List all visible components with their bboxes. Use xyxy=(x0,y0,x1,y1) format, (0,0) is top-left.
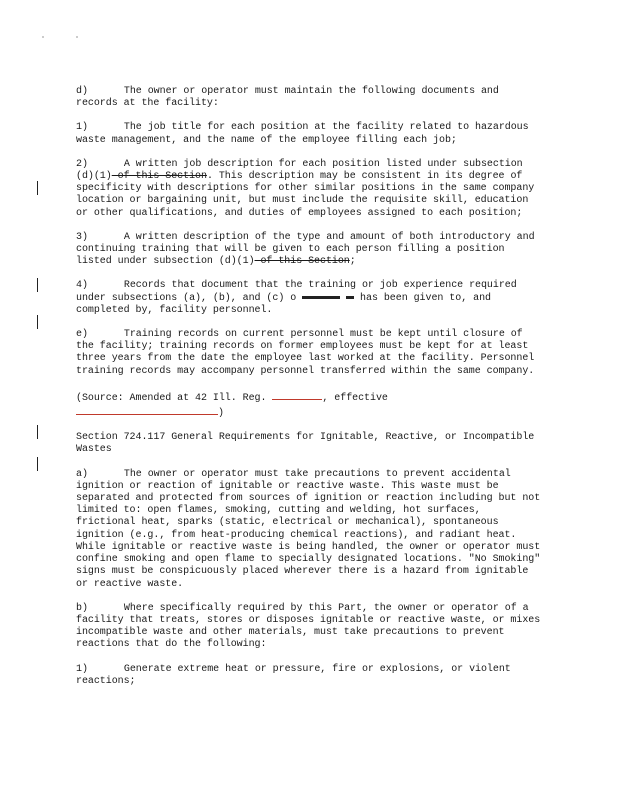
change-bar xyxy=(37,457,38,471)
paragraph-marker: 2) xyxy=(76,158,88,170)
source-text: (Source: Amended at 42 Ill. Reg. xyxy=(76,392,273,404)
change-bar xyxy=(37,425,38,439)
struck-text: of this Section xyxy=(111,171,207,183)
change-bar xyxy=(37,315,38,329)
paragraph-marker: 4) xyxy=(76,280,88,292)
source-text: ) xyxy=(218,408,224,420)
paragraph-marker: b) xyxy=(76,602,88,614)
paragraph-b xyxy=(76,603,542,652)
paragraph-d4 xyxy=(76,280,542,317)
redaction-mark xyxy=(302,296,340,299)
paragraph-text: ; xyxy=(349,256,356,268)
change-bar xyxy=(37,181,38,195)
blank-effective-date xyxy=(76,405,218,415)
source-note xyxy=(76,390,542,420)
paragraph-d1 xyxy=(76,122,542,146)
paragraph-e xyxy=(76,329,542,378)
paragraph-text: The owner or operator must maintain the following documents and records at the facility: xyxy=(76,86,499,110)
paragraph-text: has been given to, and completed by, facility personnel. xyxy=(76,292,491,316)
struck-text: of this Section xyxy=(254,256,350,268)
scan-speck xyxy=(76,36,78,38)
paragraph-text: Training records on current personnel must be kept until closure of the facility; training records on former employees must be kept for at least three years from the date the employee last worked at the facility. Personnel training records may accompany personnel transferred within the same company. xyxy=(76,329,535,377)
paragraph-text: . This description may be consistent in its degree of specificity with descriptions for other similar positions in the same company location or bargaining unit, but must include the requisite skill, education or other qualifications, and duties of employees assigned to each position; xyxy=(76,171,535,219)
scan-speck xyxy=(42,36,44,38)
paragraph-marker: 1) xyxy=(76,663,88,675)
paragraph-d3 xyxy=(76,232,542,269)
redaction-mark xyxy=(346,296,354,299)
paragraph-text: A written job description for each position listed under subsection (d)(1) xyxy=(76,158,523,183)
paragraph-text: Generate extreme heat or pressure, fire or explosions, or violent reactions; xyxy=(76,663,511,687)
paragraph-b1 xyxy=(76,664,542,688)
paragraph-text: The owner or operator must take precautions to prevent accidental ignition or reaction of ignitable or reactive waste. This waste must be separated and protected from sources of ignition or reaction including but not limited to: open flames, smoking, cutting and welding, hot surfaces, frictional heat, sparks (static, electrical or mechanical), spontaneous ignition (e.g., from heat-producing chemical reactions), and radiant heat. While ignitable or reactive waste is being handled, the owner or operator must confine smoking and open flame to specially designated locations. "No Smoking" signs must be conspicuously placed wherever there is a hazard from ignitable or reactive waste. xyxy=(76,468,541,590)
change-bar xyxy=(37,278,38,292)
paragraph-text: Records that document that the training or job experience required under subsections (a), (b), and (c) o xyxy=(76,280,517,304)
paragraph-d2 xyxy=(76,159,542,220)
paragraph-text: The job title for each position at the facility related to hazardous waste management, and the name of the employee filling each job; xyxy=(76,122,529,146)
paragraph-marker: 1) xyxy=(76,122,88,134)
paragraph-text: Where specifically required by this Part, the owner or operator of a facility that treats, stores or disposes ignitable or reactive waste, or mixes incompatible waste and other materials, must take precautions to prevent reactions that do the following: xyxy=(76,602,541,651)
paragraph-marker: d) xyxy=(76,86,88,97)
document-body xyxy=(76,86,542,700)
paragraph-text: A written description of the type and amount of both introductory and continuing training that will be given to each person filling a position listed under subsection (d)(1) xyxy=(76,231,535,268)
blank-register-page xyxy=(272,390,322,400)
paragraph-marker: 3) xyxy=(76,231,88,243)
paragraph-a xyxy=(76,469,542,591)
paragraph-marker: a) xyxy=(76,468,88,480)
section-heading: Section 724.117 General Requirements for Ignitable, Reactive, or Incompatible Wastes xyxy=(76,432,535,456)
paragraph-marker: e) xyxy=(76,329,88,341)
paragraph-d xyxy=(76,86,542,110)
source-text: , effective xyxy=(322,392,388,404)
